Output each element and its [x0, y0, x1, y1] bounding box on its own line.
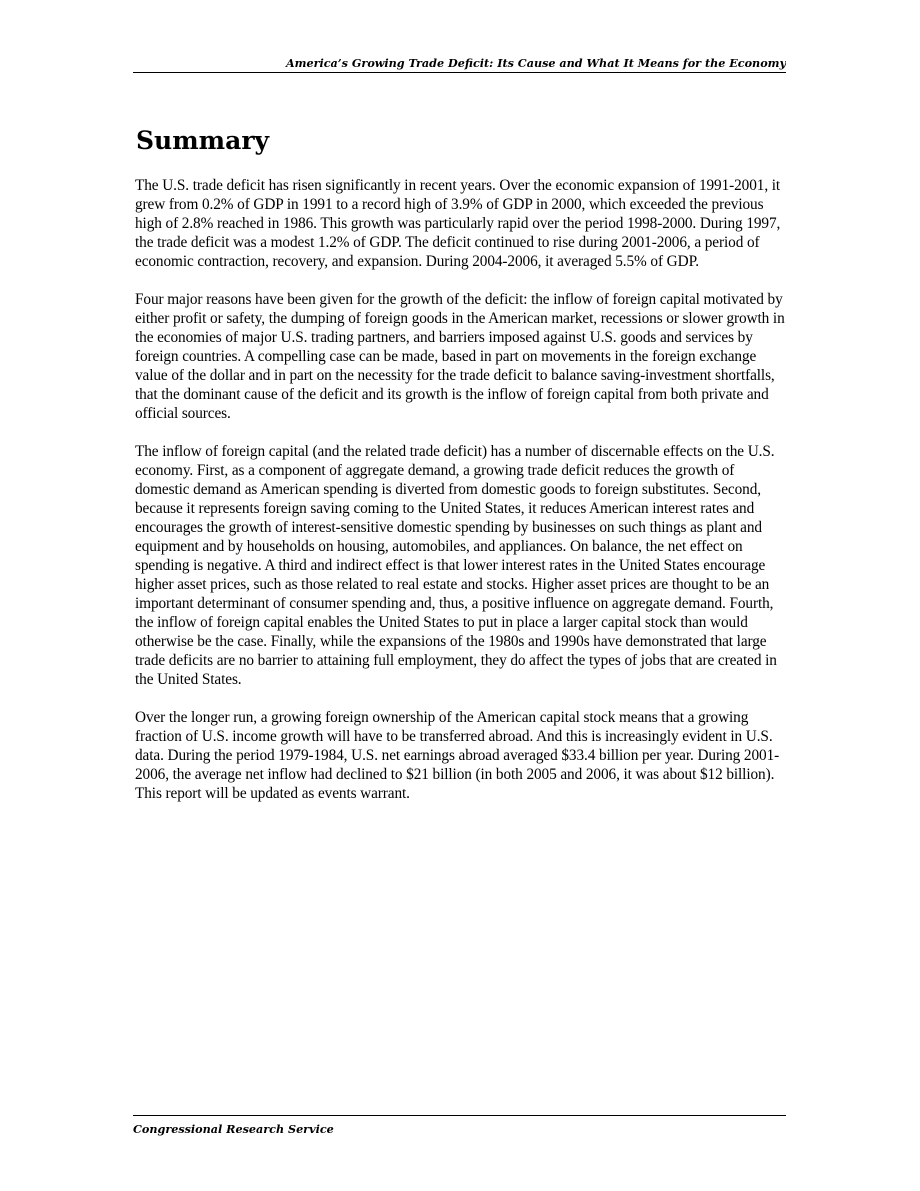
summary-paragraph-4: Over the longer run, a growing foreign ownership of the American capital stock means that a growing fraction of U.S. income growth will have to be transferred abroad. And this is increasingly evident in U.S. data. During the period 1979-1984, U.S. net earnings abroad averaged $33.4 billion per year. During 2001-2006, the average net inflow had declined to $21 billion (in both 2005 and 2006, it was about $12 billion). This report will be updated as events warrant. [135, 709, 780, 802]
running-header-title: America’s Growing Trade Deficit: Its Cause and What It Means for the Economy [285, 56, 786, 70]
summary-paragraph-1: The U.S. trade deficit has risen significantly in recent years. Over the economic expansion of 1991-2001, it grew from 0.2% of GDP in 1991 to a record high of 3.9% of GDP in 2000, which exceeded the previous high of 2.8% reached in 1986. This growth was particularly rapid over the period 1998-2000. During 1997, the trade deficit was a modest 1.2% of GDP. The deficit continued to rise during 2001-2006, a period of economic contraction, recovery, and expansion. During 2004-2006, it averaged 5.5% of GDP. [135, 177, 781, 270]
page-title: Summary [136, 126, 270, 155]
running-header [133, 55, 786, 73]
summary-paragraph-2: Four major reasons have been given for the growth of the deficit: the inflow of foreign capital motivated by either profit or safety, the dumping of foreign goods in the American market, recessions or slower growth in the economies of major U.S. trading partners, and barriers imposed against U.S. goods and services by foreign countries. A compelling case can be made, based in part on movements in the foreign exchange value of the dollar and in part on the necessity for the trade deficit to balance saving-investment shortfalls, that the dominant cause of the deficit and its growth is the inflow of foreign capital from both private and official sources. [135, 291, 785, 422]
footer-organization: Congressional Research Service [133, 1122, 334, 1136]
summary-body [135, 176, 787, 822]
summary-paragraph-3: The inflow of foreign capital (and the related trade deficit) has a number of discernable effects on the U.S. economy. First, as a component of aggregate demand, a growing trade deficit reduces the growth of domestic demand as American spending is diverted from domestic goods to foreign substitutes. Second, because it represents foreign saving coming to the United States, it reduces American interest rates and encourages the growth of interest-sensitive domestic spending by businesses on such things as plant and equipment and by households on housing, automobiles, and appliances. On balance, the net effect on spending is negative. A third and indirect effect is that lower interest rates in the United States encourage higher asset prices, such as those related to real estate and stocks. Higher asset prices are thought to be an important determinant of consumer spending and, thus, a positive influence on aggregate demand. Fourth, the inflow of foreign capital enables the United States to put in place a larger capital stock than would otherwise be the case. Finally, while the expansions of the 1980s and 1990s have demonstrated that large trade deficits are no barrier to attaining full employment, they do affect the types of jobs that are created in the United States. [135, 443, 777, 688]
running-footer [133, 1115, 786, 1137]
